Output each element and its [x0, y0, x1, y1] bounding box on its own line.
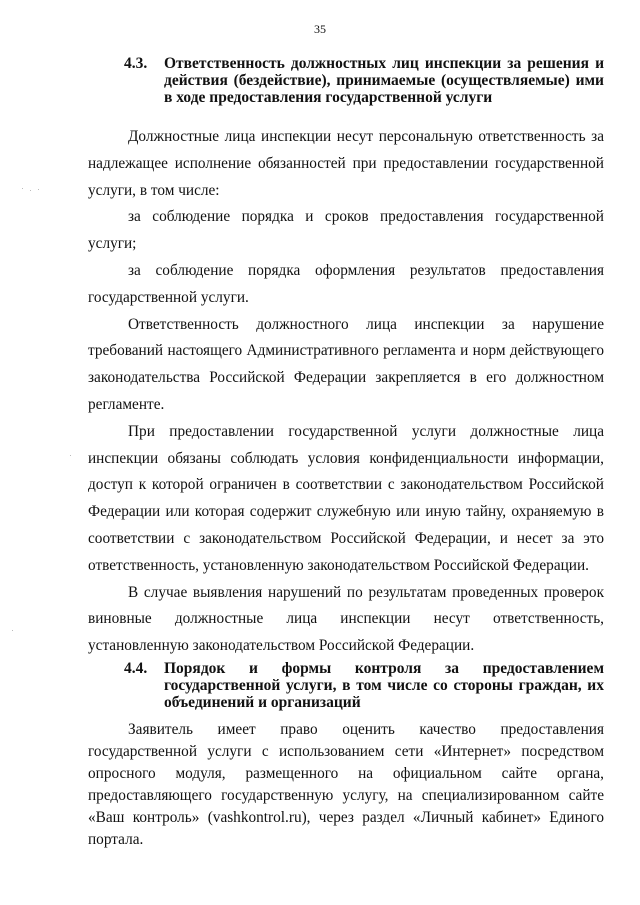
paragraph: Ответственность должностного лица инспекции за нарушение требований настоящего Административного регламента и норм действующего законодательства Российской Федерации закрепляется в его должностном регламенте. — [88, 315, 604, 413]
paragraph: Заявитель имеет право оценить качество предоставления государственной услуги с использованием сети «Интернет» посредством опросного модуля, размещенного на официальном сайте органа, предоставляющего государственную услугу, на специализированном сайте «Ваш контроль» (vashkontrol.ru), через раздел «Личный кабинет» Единого портала. — [88, 721, 604, 848]
section-heading-4-4 — [124, 660, 604, 711]
section-title: Ответственность должностных лиц инспекции за решения и действия (бездействие), принимаемые (осуществляемые) ими в ходе предоставления государственной услуги — [164, 55, 604, 106]
paragraph: Должностные лица инспекции несут персональную ответственность за надлежащее исполнение обязанностей при предоставлении государственной услуги, в том числе: — [88, 128, 604, 199]
section-4-4-body — [88, 719, 604, 851]
paragraph: за соблюдение порядка и сроков предоставления государственной услуги; — [88, 208, 604, 253]
section-heading-4-3 — [124, 55, 604, 106]
scan-speck — [12, 630, 13, 631]
paragraph: В случае выявления нарушений по результатам проведенных проверок виновные должностные лица инспекции несут ответственность, установленную законодательством Российской Федерации. — [88, 583, 604, 655]
section-number: 4.3. — [124, 55, 148, 72]
scan-speck — [38, 189, 39, 190]
section-title: Порядок и формы контроля за предоставлением государственной услуги, в том числе со стороны граждан, их объединений и организаций — [164, 660, 604, 711]
paragraph: При предоставлении государственной услуги должностные лица инспекции обязаны соблюдать условия конфиденциальности информации, доступ к которой ограничен в соответствии с законодательством Российской Федерации или которая содержит служебную или иную тайну, охраняемую в соответствии с законодательством Российской Федерации, и несет за это ответственность, установленную законодательством Российской Федерации. — [88, 422, 604, 574]
section-number: 4.4. — [124, 660, 148, 677]
scan-speck — [30, 190, 31, 191]
page-number: 35 — [314, 22, 326, 36]
paragraph: за соблюдение порядка оформления результатов предоставления государственной услуги. — [88, 261, 604, 306]
section-4-3-body — [88, 124, 604, 660]
scan-speck — [22, 188, 23, 189]
scan-speck — [70, 455, 71, 456]
